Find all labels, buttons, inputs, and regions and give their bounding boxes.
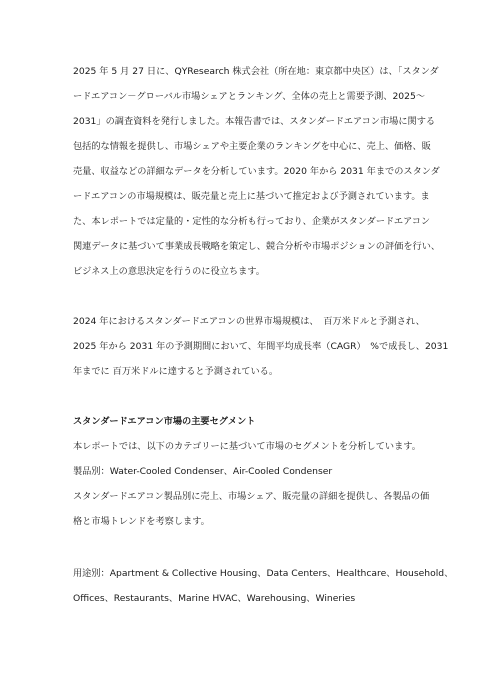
paragraph-1-line: 包括的な情報を提供し、市場シェアや主要企業のランキングを中心に、売上、価格、販 [73,141,431,152]
product-description-line: スタンダードエアコン製品別に売上、市場シェア、販売量の詳細を提供し、各製品の価 [73,491,430,502]
segment-heading: スタンダードエアコン市場の主要セグメント [73,416,256,427]
paragraph-1-line: ードエアコン－グローバル市場シェアとランキング、全体の売上と需要予測、2025～ [73,91,426,102]
paragraph-1-line: 関連データに基づいて事業成長戦略を策定し、競合分析や市場ポジションの評価を行い、 [73,241,441,252]
application-segment-line: 用途別：Apartment & Collective Housing、Data Centers、Healthcare、Household、 [73,568,454,579]
paragraph-1-line: た、本レポートでは定量的・定性的な分析も行っており、企業がスタンダードエアコン [73,216,431,227]
product-description-line: 格と市場トレンドを考察します。 [73,516,210,527]
product-segment-line: 製品別：Water-Cooled Condenser、Air-Cooled Condenser [73,466,333,477]
paragraph-1-line: 2025 年 5 月 27 日に、QYResearch 株式会社（所在地：東京都中央区）は、「スタンダ [73,66,439,77]
paragraph-2-line: 2024 年におけるスタンダードエアコンの世界市場規模は、 百万米ドルと予測され、 [73,316,425,327]
paragraph-1-line: 売量、収益などの詳細なデータを分析しています。2020 年から 2031 年までのスタンダ [73,166,440,177]
segment-intro: 本レポートでは、以下のカテゴリーに基づいて市場のセグメントを分析しています。 [73,441,421,452]
paragraph-1-line: 2031」の調査資料を発行しました。本報告書では、スタンダードエアコン市場に関する [73,116,436,127]
paragraph-1-line: ビジネス上の意思決定を行うのに役立ちます。 [73,266,265,277]
paragraph-1-line: ードエアコンの市場規模は、販売量と売上に基づいて推定および予測されています。ま [73,191,430,202]
paragraph-2-line: 2025 年から 2031 年の予測期間において、年間平均成長率（CAGR） %で成長し、2031 [73,341,449,352]
application-segment-line: Offices、Restaurants、Marine HVAC、Warehousing、Wineries [73,593,356,604]
paragraph-2-line: 年までに 百万米ドルに達すると予測されている。 [73,366,279,377]
